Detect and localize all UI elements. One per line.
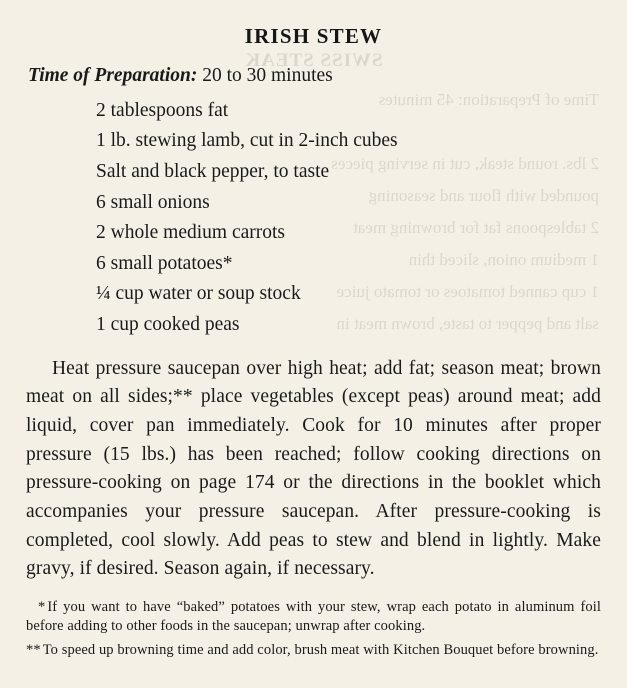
preparation-time-line	[28, 63, 601, 89]
ingredient-item: 2 whole medium carrots	[96, 222, 285, 244]
ingredient-item: ¼ cup water or soup stock	[96, 283, 301, 305]
ingredient-item: Salt and black pepper, to taste	[96, 160, 330, 182]
footnote-text: To speed up browning time and add color, brush meat with Kitchen Bouquet before browning.	[42, 642, 599, 659]
bleed-line: 1 medium onion, sliced thin	[408, 250, 599, 269]
preparation-time-label: Time of Preparation:	[28, 65, 198, 86]
recipe-title: IRISH STEW	[244, 24, 383, 48]
bleed-line: salt and pepper to taste, brown meat in	[336, 314, 599, 333]
bleed-line: 1 cup canned tomatoes or tomato juice	[336, 282, 599, 301]
preparation-time-value: 20 to 30 minutes	[202, 65, 333, 86]
footnote-double-star	[26, 641, 601, 660]
footnote-section	[26, 598, 601, 661]
bleed-line: Time of Preparation: 45 minutes	[378, 90, 599, 109]
ingredient-item: 1 cup cooked peas	[96, 314, 240, 335]
footnote-text: If you want to have “baked” potatoes with your stew, wrap each potato in aluminum foil before adding to other foods in the saucepan; unwrap after cooking.	[26, 598, 601, 635]
bleed-title: SWISS STEAK	[244, 50, 383, 71]
bleed-line: 2 lbs. round steak, cut in serving pieces	[331, 154, 599, 173]
method-paragraph: Heat pressure saucepan over high heat; add fat; season meat; brown meat on all sides;** place vegetables (except peas) around meat; add liquid, cover pan immediately. Cook for 10 minutes after proper pressure (15 lbs.) has been reached; follow cooking directions on pressure-cooking on page 174 or the directions in the booklet which accompanies your pressure saucepan. After pressure-cooking is completed, cool slowly. Add peas to stew and blend in lightly. Make gravy, if desired. Season again, if necessary.	[26, 357, 601, 580]
ingredient-item: 6 small potatoes*	[96, 252, 233, 274]
ingredient-item: 1 lb. stewing lamb, cut in 2-inch cubes	[96, 130, 398, 152]
ingredient-item: 6 small onions	[96, 191, 210, 213]
footnote-marker: *	[38, 598, 46, 615]
bleed-line: pounded with flour and seasoning	[368, 186, 599, 205]
ingredient-item: 2 tablespoons fat	[96, 99, 229, 121]
bleed-line: 2 tablespoons fat for browning meat	[353, 218, 599, 237]
footnote-single-star	[26, 598, 601, 637]
footnote-marker: **	[26, 642, 41, 659]
ingredient-list	[26, 96, 601, 341]
recipe-page	[0, 24, 627, 661]
